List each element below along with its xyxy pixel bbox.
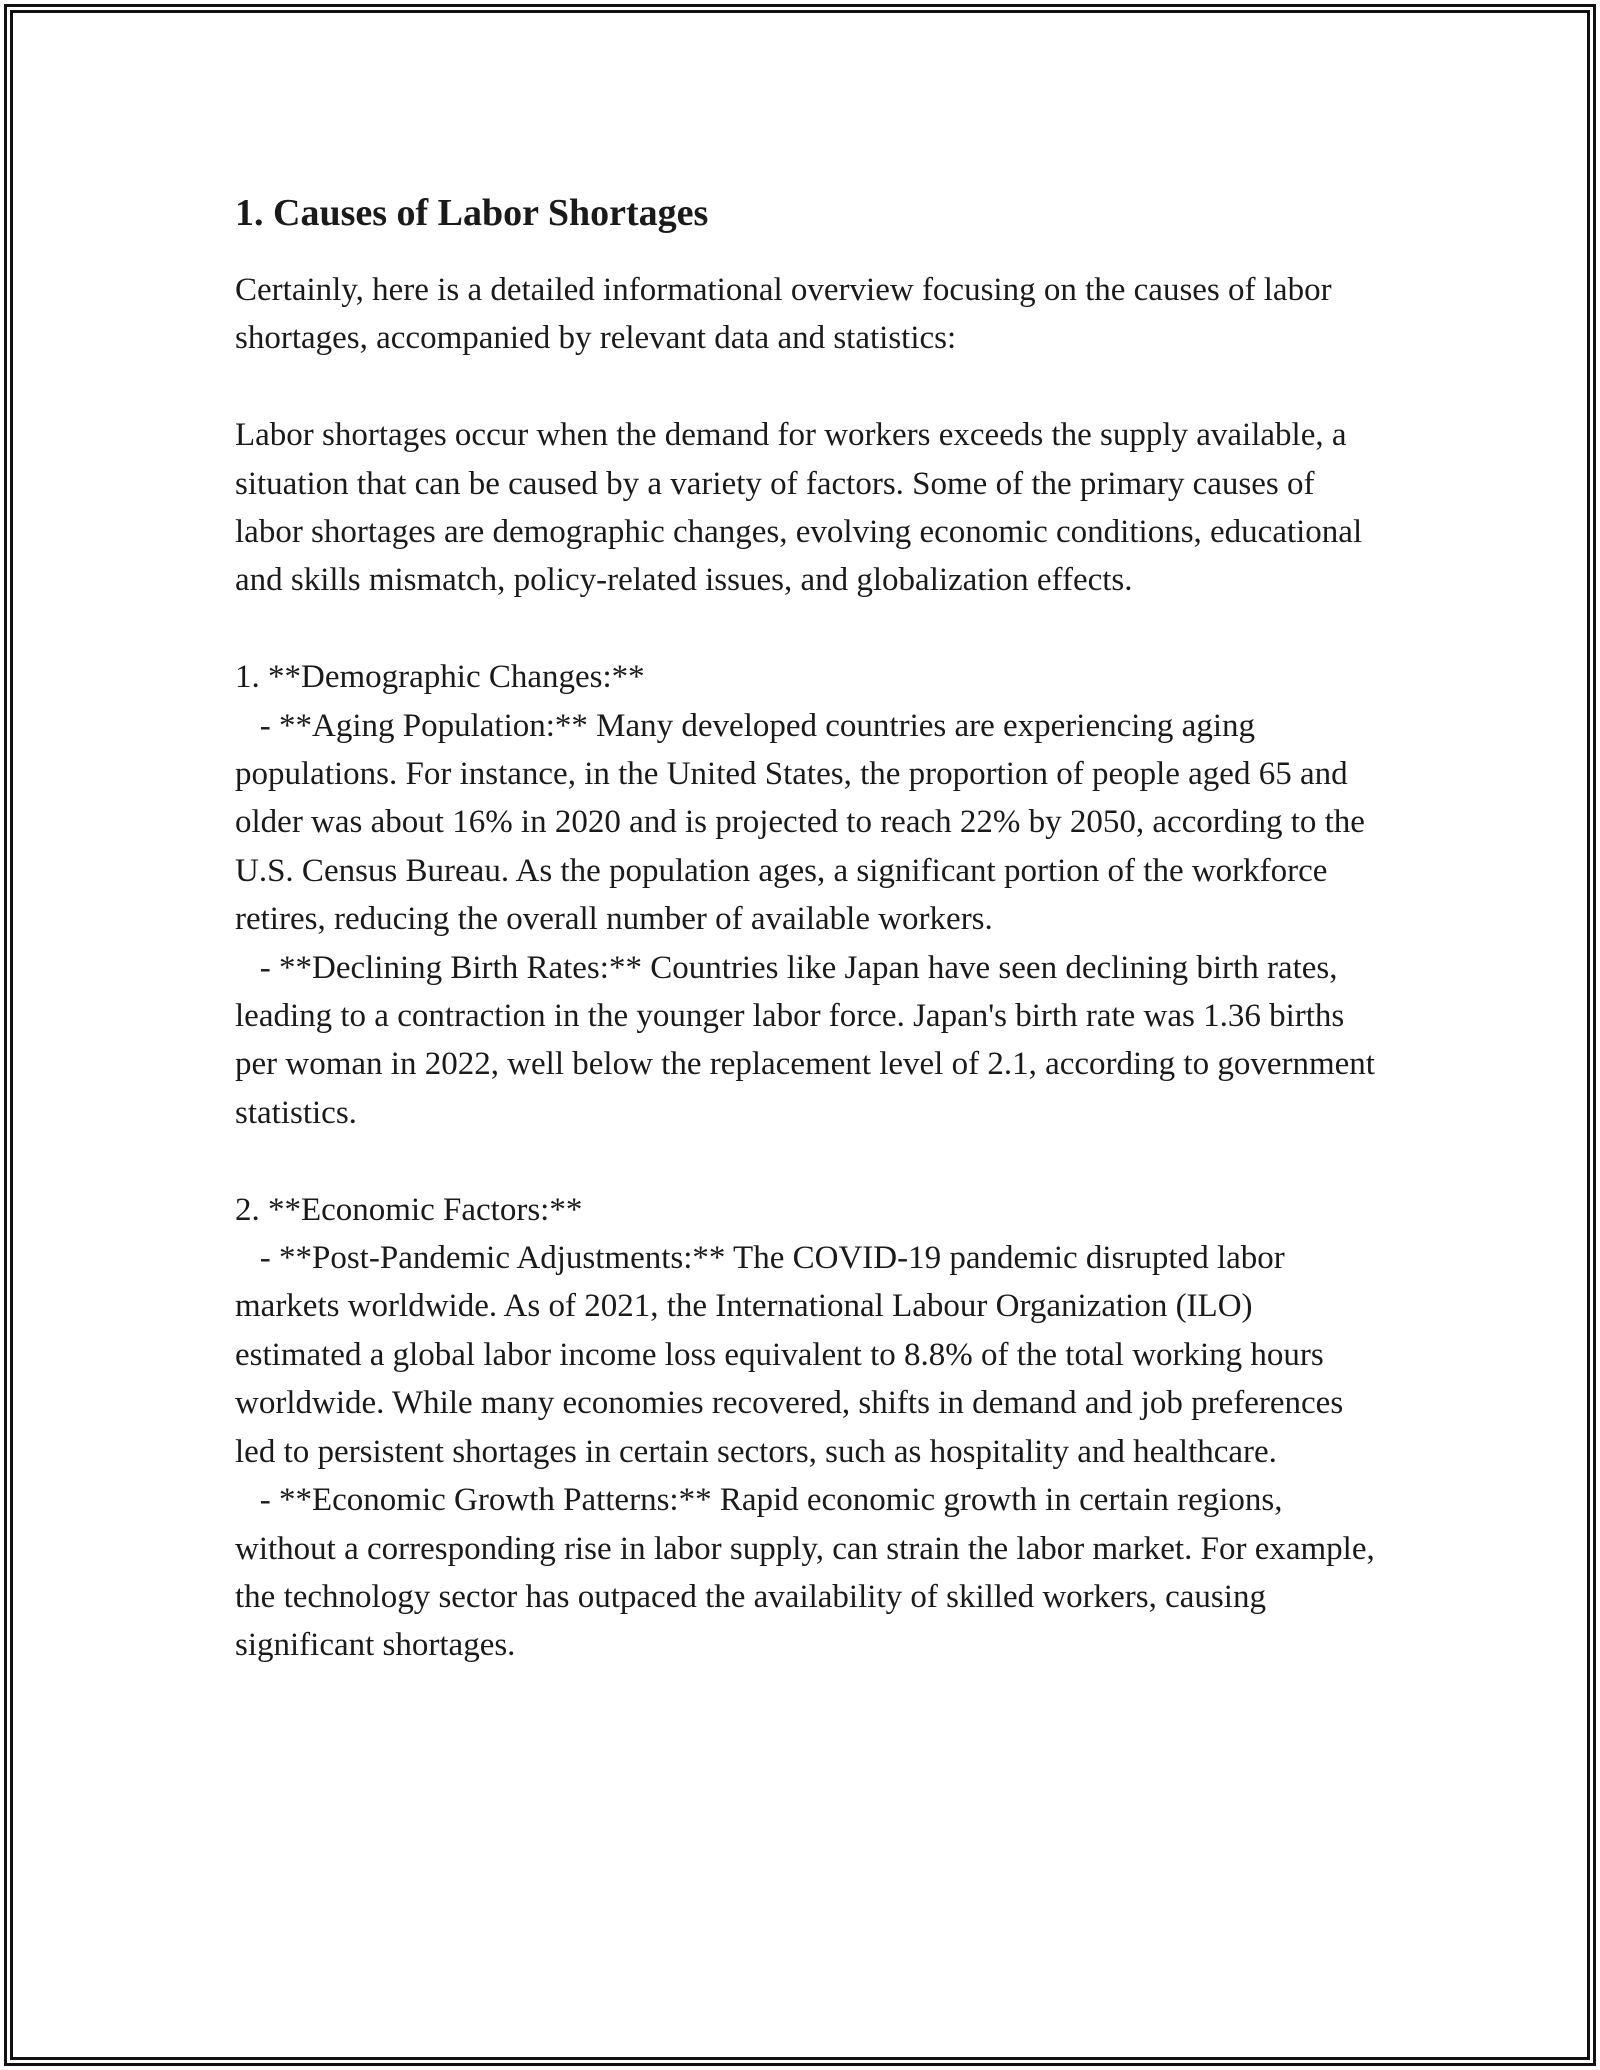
- overview-paragraph: Labor shortages occur when the demand for workers exceeds the supply available, a situation that can be caused by a variety of factors. Some of the primary causes of labor shortages are demographic changes, evolving economic conditions, educational and skills mismatch, policy-related issues, and globalization effects.: [235, 417, 1371, 599]
- section-demographic-changes: [235, 653, 1384, 1137]
- paragraph-gap: [235, 605, 1375, 653]
- section-heading: 1. **Demographic Changes:**: [235, 659, 645, 696]
- list-item-declining-birth-rates: - **Declining Birth Rates:** Countries like Japan have seen declining birth rates, leading to a contraction in the younger labor force. Japan's birth rate was 1.36 births per woman in 2022, well below the replacement level of 2.1, according to government statistics.: [235, 949, 1384, 1131]
- intro-paragraph: Certainly, here is a detailed informational overview focusing on the causes of labor shortages, accompanied by relevant data and statistics:: [235, 272, 1340, 357]
- document-title: 1. Causes of Labor Shortages: [235, 192, 709, 234]
- list-item-economic-growth-patterns: - **Economic Growth Patterns:** Rapid economic growth in certain regions, without a corresponding rise in labor supply, can strain the labor market. For example, the technology sector has outpaced the availability of skilled workers, causing significant shortages.: [235, 1482, 1383, 1664]
- paragraph-gap: [235, 1137, 1375, 1185]
- section-economic-factors: [235, 1186, 1383, 1670]
- list-item-post-pandemic-adjustments: - **Post-Pandemic Adjustments:** The COVID-19 pandemic disrupted labor markets worldwide. As of 2021, the International Labour Organization (ILO) estimated a global labor income loss equivalent to 8.8% of the total working hours worldwide. While many economies recovered, shifts in demand and job preferences led to persistent shortages in certain sectors, such as hospitality and healthcare.: [235, 1240, 1352, 1470]
- document-body: [235, 188, 1384, 1670]
- section-heading: 2. **Economic Factors:**: [235, 1191, 583, 1228]
- paragraph-gap: [235, 363, 1375, 411]
- list-item-aging-population: - **Aging Population:** Many developed countries are experiencing aging populations. For instance, in the United States, the proportion of people aged 65 and older was about 16% in 2020 and is projected to reach 22% by 2050, according to the U.S. Census Bureau. As the population ages, a significant portion of the workforce retires, reducing the overall number of available workers.: [235, 707, 1374, 938]
